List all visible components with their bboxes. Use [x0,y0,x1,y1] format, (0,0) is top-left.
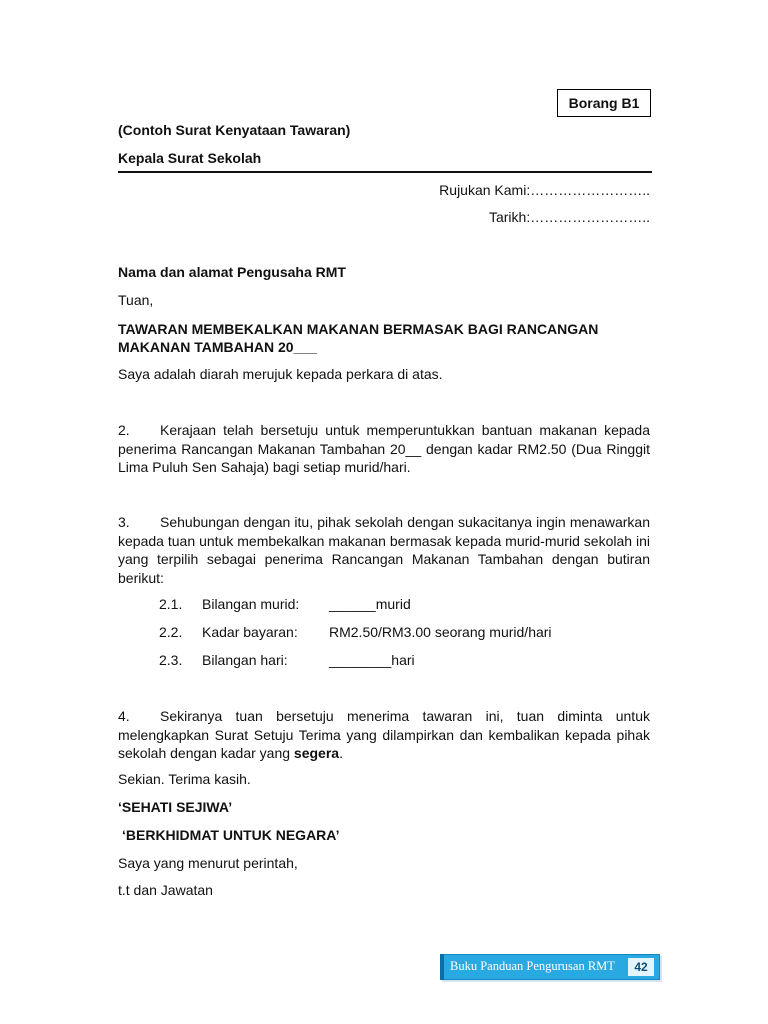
paragraph-3-number: 3. [118,514,130,530]
paragraph-2-number: 2. [118,422,130,438]
paragraph-3-text: Sehubungan dengan itu, pihak sekolah dengan sukacitanya ingin menawarkan kepada tuan untuk membekalkan makanan bermasak kepada murid-murid sekolah ini yang terpilih sebagai penerima Rancangan Makanan Tambahan dengan butiran berikut: [118,514,650,586]
footer-tab [440,954,660,982]
letterhead-placeholder: Kepala Surat Sekolah [118,150,262,166]
subject-line-2: MAKANAN TAMBAHAN 20___ [118,339,317,355]
subject-line-1: TAWARAN MEMBEKALKAN MAKANAN BERMASAK BAGI RANCANGAN [118,321,599,337]
item-value-2: RM2.50/RM3.00 seorang murid/hari [329,624,552,640]
item-value-1: ______murid [329,596,411,612]
footer-edge [440,954,444,980]
paragraph-3 [118,513,650,587]
sign-off: Saya yang menurut perintah, [118,855,298,871]
page-number: 42 [628,958,654,976]
paragraph-1: Saya adalah diarah merujuk kepada perkara di atas. [118,366,443,382]
sample-title: (Contoh Surat Kenyataan Tawaran) [118,122,351,138]
salutation: Tuan, [118,292,154,308]
reference-line: Rujukan Kami:…………………….. [439,182,650,198]
motto-2: ‘BERKHIDMAT UNTUK NEGARA’ [122,827,340,843]
letterhead-divider [118,171,652,173]
signature-placeholder: t.t dan Jawatan [118,882,213,898]
motto-1: ‘SEHATI SEJIWA’ [118,799,233,815]
form-label: Borang B1 [557,89,651,117]
closing-line: Sekian. Terima kasih. [118,771,251,787]
footer-title: Buku Panduan Pengurusan RMT [450,959,615,973]
paragraph-2-text: Kerajaan telah bersetuju untuk memperuntukkan bantuan makanan kepada penerima Rancangan Makanan Tambahan 20__ dengan kadar RM2.50 (Dua Ringgit Lima Puluh Sen Sahaja) bagi setiap murid/hari. [118,422,650,475]
item-number-1: 2.1. [159,596,183,612]
item-number-2: 2.2. [159,624,183,640]
item-number-3: 2.3. [159,652,183,668]
paragraph-4 [118,707,650,763]
paragraph-4-emphasis: segera [293,745,340,761]
subject-heading [118,320,598,356]
item-label-1: Bilangan murid: [202,596,300,612]
paragraph-4-number: 4. [118,708,130,724]
recipient-placeholder: Nama dan alamat Pengusaha RMT [118,264,346,280]
paragraph-2 [118,421,650,477]
paragraph-4-end: . [339,745,343,761]
paragraph-4-text: Sekiranya tuan bersetuju menerima tawaran ini, tuan diminta untuk melengkapkan Surat Setuju Terima yang dilampirkan dan kembalikan kepada pihak sekolah dengan kadar yang [118,708,650,761]
item-value-3: ________hari [329,652,415,668]
item-label-3: Bilangan hari: [202,652,288,668]
date-line: Tarikh:…………………….. [488,209,650,225]
item-label-2: Kadar bayaran: [202,624,298,640]
